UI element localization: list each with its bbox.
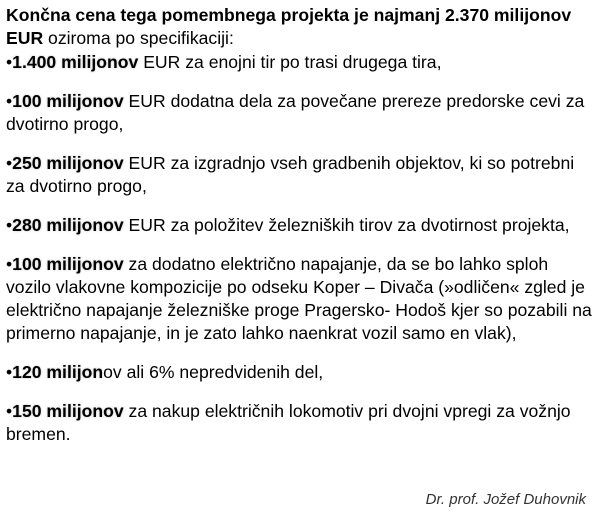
item-text: EUR za položitev železniških tirov za dvotirnost projekta, <box>123 215 570 235</box>
item-text: EUR za izgradnjo vseh gradbenih objektov, ki so potrebni za dvotirno progo, <box>6 153 575 196</box>
item-amount: 250 milijonov <box>12 153 124 173</box>
list-item <box>6 361 594 384</box>
list-item <box>6 152 594 198</box>
list-item <box>6 51 594 74</box>
heading-normal: oziroma po specifikaciji: <box>43 28 234 48</box>
list-item <box>6 253 594 345</box>
item-amount: 150 milijonov <box>12 401 124 421</box>
item-text: EUR za enojni tir po trasi drugega tira, <box>138 52 442 72</box>
heading-bold: Končna cena tega pomembnega projekta je najmanj 2.370 milijonov EUR <box>6 5 572 48</box>
bullet-icon: • <box>6 254 13 274</box>
document-body <box>6 4 594 462</box>
bullet-icon: • <box>6 52 13 72</box>
list-item <box>6 90 594 136</box>
item-text: ov ali 6% nepredvidenih del, <box>103 362 324 382</box>
item-amount: 100 milijonov <box>12 91 124 111</box>
document-heading <box>6 4 594 50</box>
list-item <box>6 214 594 237</box>
bullet-icon: • <box>6 91 13 111</box>
item-text: za dodatno električno napajanje, da se bo lahko sploh vozilo vlakovne kompozicije po odseku Koper – Divača (»odličen« zgled je električno napajanje železniške proge Pragersko- Hodoš kjer so pozabili na primerno napajanje, in je zato lahko naenkrat vozil samo en vlak), <box>6 254 592 343</box>
bullet-icon: • <box>6 153 13 173</box>
item-amount: 280 milijonov <box>12 215 124 235</box>
bullet-icon: • <box>6 215 13 235</box>
item-amount: 1.400 milijonov <box>12 52 139 72</box>
list-item <box>6 400 594 446</box>
item-text: za nakup električnih lokomotiv pri dvojni vpregi za vožnjo bremen. <box>6 401 571 444</box>
item-text: EUR dodatna dela za povečane prereze predorske cevi za dvotirno progo, <box>6 91 585 134</box>
item-amount: 100 milijonov <box>12 254 124 274</box>
author-signature: Dr. prof. Jožef Duhovnik <box>425 491 586 508</box>
bullet-icon: • <box>6 401 13 421</box>
item-amount: 120 milijon <box>12 362 104 382</box>
bullet-icon: • <box>6 362 13 382</box>
